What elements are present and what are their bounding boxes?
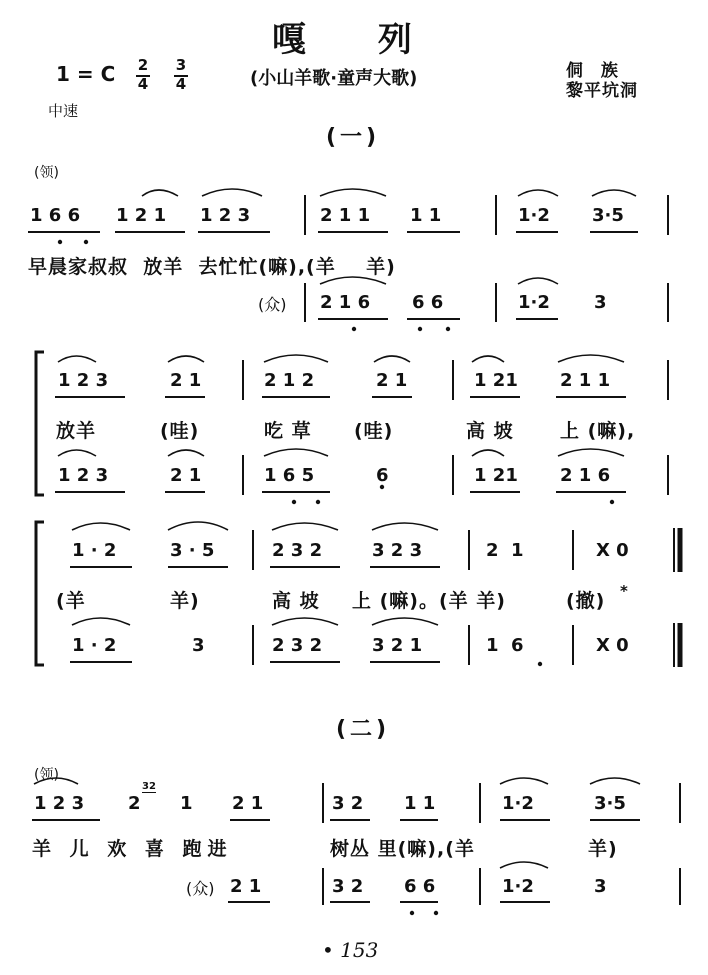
footnote-asterisk: *: [620, 582, 629, 600]
note-group: 2 1 6: [320, 292, 371, 313]
note-group: 3 2 3: [372, 540, 423, 561]
note-group: 2 1: [232, 793, 264, 814]
note-group: 1 · 2: [72, 635, 117, 656]
key-signature: 1 = C: [56, 62, 116, 86]
note-group: 3 2: [332, 793, 364, 814]
lyric: 羊 儿 欢 喜 跑进: [32, 838, 233, 860]
lead-voice-label: (领): [34, 165, 59, 181]
note-group: 2 1 2: [264, 370, 315, 391]
section-heading-2: (二): [336, 717, 391, 742]
note-group: 1·2: [518, 292, 550, 313]
note-group: 1 · 2: [72, 540, 117, 561]
section-heading-1: (一): [326, 125, 381, 150]
note-group: X 0: [596, 635, 629, 656]
time-sig-numerator: 2: [137, 56, 149, 74]
note-group: 2 1: [486, 540, 524, 561]
lyric: 上 (嘛)。(羊 羊): [352, 590, 506, 612]
lyric: 高 坡: [272, 590, 320, 612]
credit-location: 黎平坑洞: [566, 81, 638, 101]
lyric: 吃 草: [264, 420, 312, 442]
note-group: 1 1: [404, 793, 436, 814]
credit-ethnicity: 侗 族: [566, 61, 624, 81]
note-group: 1 2 1: [116, 205, 167, 226]
note-group: 6 6: [404, 876, 436, 897]
note-group: 1 6 5: [264, 465, 315, 486]
lyric: 羊): [588, 838, 618, 860]
note-group: 2 1: [230, 876, 262, 897]
time-sig-denominator: 4: [137, 75, 149, 93]
note-group: 2 3 2: [272, 540, 323, 561]
lyric: (撤): [566, 590, 606, 612]
lyric: 树丛 里(嘛),(羊: [330, 838, 475, 860]
note-group: 2 1: [170, 370, 202, 391]
note-group: 2 1 1: [320, 205, 371, 226]
time-sig-denominator: 4: [175, 75, 187, 93]
system-1-lyrics: 早晨家叔叔 放羊 去忙忙(嘛),(羊 羊): [28, 256, 396, 278]
lyric: (哇): [160, 420, 200, 442]
note-group: 2: [128, 793, 141, 814]
note-group: 1 1: [410, 205, 442, 226]
note-group: 1·2: [518, 205, 550, 226]
grace-notes: 32: [142, 781, 156, 792]
note-group: 1 2 3: [58, 465, 109, 486]
time-sig-numerator: 3: [175, 56, 187, 74]
note-group: 1·2: [502, 793, 534, 814]
lyric: 放羊: [56, 420, 97, 442]
lead-voice-label: (领): [34, 767, 59, 783]
song-subtitle: (小山羊歌·童声大歌): [250, 68, 418, 89]
note-group: 3: [594, 876, 607, 897]
note-group: 3 2: [332, 876, 364, 897]
lyric: 羊): [170, 590, 200, 612]
note-group: 1: [180, 793, 193, 814]
note-group: 1 2 3: [200, 205, 251, 226]
note-group: 1 6: [486, 635, 524, 656]
lyric: 上 (嘛),: [560, 420, 636, 442]
note-group: 6 6: [412, 292, 444, 313]
note-group: 3 · 5: [170, 540, 215, 561]
note-group: X 0: [596, 540, 629, 561]
chorus-label: (众): [258, 295, 287, 314]
note-group: 2 1: [376, 370, 408, 391]
note-group: 2 1 1: [560, 370, 611, 391]
tempo-marking: 中速: [48, 102, 79, 120]
lyric: (羊: [56, 590, 86, 612]
page-number: • 153: [322, 938, 379, 962]
lyric: 高 坡: [466, 420, 514, 442]
note-group: 1·2: [502, 876, 534, 897]
note-group: 2 1: [170, 465, 202, 486]
lyric: (哇): [354, 420, 394, 442]
note-group: 1 2 3: [58, 370, 109, 391]
note-group: 3·5: [594, 793, 626, 814]
note-group: 2 1 6: [560, 465, 611, 486]
note-group: 3: [192, 635, 205, 656]
note-group: 1 2 3: [34, 793, 85, 814]
note-group: 3: [594, 292, 607, 313]
note-group: 3·5: [592, 205, 624, 226]
note-group: 6: [376, 465, 389, 486]
note-group: 1 6 6: [30, 205, 81, 226]
song-title: 嘎 列: [272, 20, 442, 60]
note-group: 1 21: [474, 465, 518, 486]
note-group: 2 3 2: [272, 635, 323, 656]
note-group: 3 2 1: [372, 635, 423, 656]
note-group: 1 21: [474, 370, 518, 391]
chorus-label: (众): [186, 879, 215, 898]
